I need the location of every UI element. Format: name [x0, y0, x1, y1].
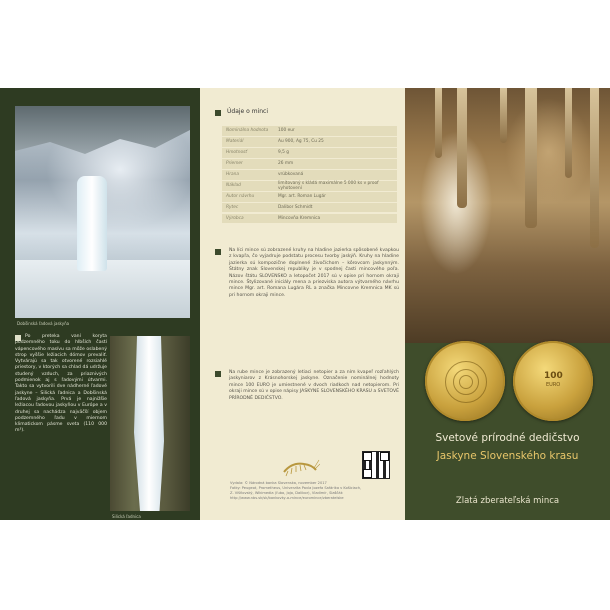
- spec-value: Au 900, Ag 75, Cu 25: [278, 139, 324, 145]
- spec-row: [222, 203, 397, 213]
- bullet-square-icon: [215, 249, 221, 255]
- coin-details-heading: [215, 108, 400, 118]
- coin-spec-table: [222, 126, 397, 225]
- ice-cave-photo: [15, 106, 190, 318]
- photo-caption: Silická ľadnica: [112, 514, 141, 519]
- middle-panel: [200, 88, 405, 520]
- spec-value: vrúbkovaná: [278, 172, 304, 178]
- left-panel: [0, 88, 200, 520]
- right-panel: [405, 88, 610, 520]
- spec-row: [222, 181, 397, 191]
- spec-value: Mgr. art. Roman Lugár: [278, 194, 326, 200]
- reverse-text: Na rube mince je zobrazený letiaci netopier a za ním kvapeľ rozľahlých jaskyniarov z Krásnohorskej jaskyne. Označenie nominálnej hodnoty mince 100 EURO je umiestnené v dvoch riadkoch nad netopierom. Pri okraji mince sú v opise nápisy JASKYNE SLOVENSKÉHO KRASU a SVETOVÉ PRÍRODNÉ DEDIČSTVO.: [229, 370, 399, 401]
- spec-label: Nominálna hodnota: [226, 128, 269, 134]
- reverse-description: [215, 370, 399, 402]
- spec-value: 100 eur: [278, 128, 295, 134]
- credit-line: Vydala: © Národná banka Slovenska, november 2017: [230, 481, 327, 485]
- spec-label: Výrobca: [226, 216, 244, 222]
- coin-reverse-icon: [513, 341, 593, 421]
- spec-label: Hmotnosť: [226, 150, 248, 156]
- obverse-description: [215, 248, 399, 299]
- credit-link[interactable]: http://www.nbs.sk/sk/bankovky-a-mince/euromince/zberatelske: [230, 496, 344, 500]
- spec-label: Priemer: [226, 161, 243, 167]
- spec-value: 26 mm: [278, 161, 294, 167]
- spec-label: Hrana: [226, 172, 239, 178]
- spec-label: Autor návrhu: [226, 194, 255, 200]
- cave-crustacean-icon: [280, 456, 320, 478]
- icefall-shape: [134, 336, 164, 511]
- brochure: [0, 88, 610, 520]
- coin-value: 100: [544, 371, 563, 381]
- spec-label: Rytec: [226, 205, 239, 211]
- stalactite-shape: [565, 88, 572, 178]
- qr-corner: [363, 452, 372, 461]
- stalactite-shape: [435, 88, 442, 158]
- karst-cave-photo: [405, 88, 610, 343]
- spec-label: Materiál: [226, 139, 244, 145]
- spec-value: Dalibor Schmidt: [278, 205, 313, 211]
- stalactite-shape: [525, 88, 537, 228]
- spec-row: [222, 148, 397, 158]
- spec-row: [222, 170, 397, 180]
- spec-value: limitovaný s kládá maximálne 5 000 ks v proof vyhotovení: [278, 180, 379, 191]
- stalactite-shape: [590, 88, 599, 248]
- spec-row: [222, 214, 397, 224]
- bullet-square-icon: [215, 110, 221, 116]
- credit-line: Fotky: Peugeot, Prometheus, Univerzita Pavla Jozefa Šafárika v Košiciach,: [230, 486, 362, 490]
- subtitle-gold-coin: Zlatá zberateľská minca: [455, 496, 560, 506]
- obverse-text: Na líci mince sú zobrazené kruhy na hladine jazierka spôsobené kvapkou z kvapľa, čo vyjadruje podstatu procesu tvorby jaskýň. Kruhy na hladine jazierka sú kompozične doplnené živočíchom – kôrovcom jaskynným. Štátny znak Slovenskej republiky je v spodnej časti mincového poľa. Názov štátu SLOVENSKO a letopočet 2017 sú v opise pri hornom okraji mince. Štylizované iniciály mena a priezviska autora výtvarného návrhu mince Mgr. art. Romana Lugára RL a značka Mincovne Kremnica MK sú pri hornom okraji mince.: [229, 248, 399, 298]
- bullet-square-icon: [215, 371, 221, 377]
- spec-label: Náklad: [226, 183, 241, 189]
- ice-caves-text: Po preteka vaní koryta podzemného toku do hlbších častí vápencového masívu sa môže oslabený strop vyššie ležiacich dómov prevaliť. Vytvárajú sa tak otvorené rozsiahlé priestory, v ktorých sa chlad dá udržuje studený vzduch, za priaznivých podmienok aj s ľadovými útvarmi. Takto sa vytvorili dve nádherné ľadové jaskyne – Silická ľadnica a Dobšinská ľadová jaskyňa. Prvá je najnižšie ležiacou ľadovou jaskyňou v Európe a v druhej sa nachádza najväčší objem podzemného ľadu v miernom klimatickom pásme sveta (110 000 m³).: [15, 334, 107, 434]
- spec-row: [222, 192, 397, 202]
- icefall-photo: [110, 336, 190, 511]
- qr-corner: [380, 452, 389, 461]
- coin-unit: EURO: [546, 382, 561, 388]
- ripple-ring: [459, 375, 473, 389]
- stalactite-shape: [457, 88, 467, 208]
- spec-value: Mincovňa Kremnica: [278, 216, 321, 222]
- cave-roof-shape: [15, 106, 190, 166]
- heading-caves: Jaskyne Slovenského krasu: [436, 450, 579, 462]
- qr-code-icon: [363, 452, 389, 478]
- qr-corner: [363, 469, 372, 478]
- credits: [230, 481, 400, 501]
- ice-column-shape: [77, 176, 107, 271]
- heading-world-heritage: Svetové prírodné dedičstvo: [435, 432, 580, 444]
- section-title: Údaje o minci: [227, 108, 269, 115]
- coin-obverse-icon: [425, 341, 505, 421]
- photo-caption: Dobšinská ľadová jaskyňa: [17, 321, 70, 326]
- spec-value: 9,5 g: [278, 150, 289, 156]
- spec-row: [222, 137, 397, 147]
- stalactite-shape: [500, 88, 507, 143]
- spec-row: [222, 159, 397, 169]
- spec-row: [222, 126, 397, 136]
- credit-line: Z. Višňovský, Wikimedia (ľubo, Jojo, Dalibor), Vladimír, Slaščák: [230, 491, 343, 495]
